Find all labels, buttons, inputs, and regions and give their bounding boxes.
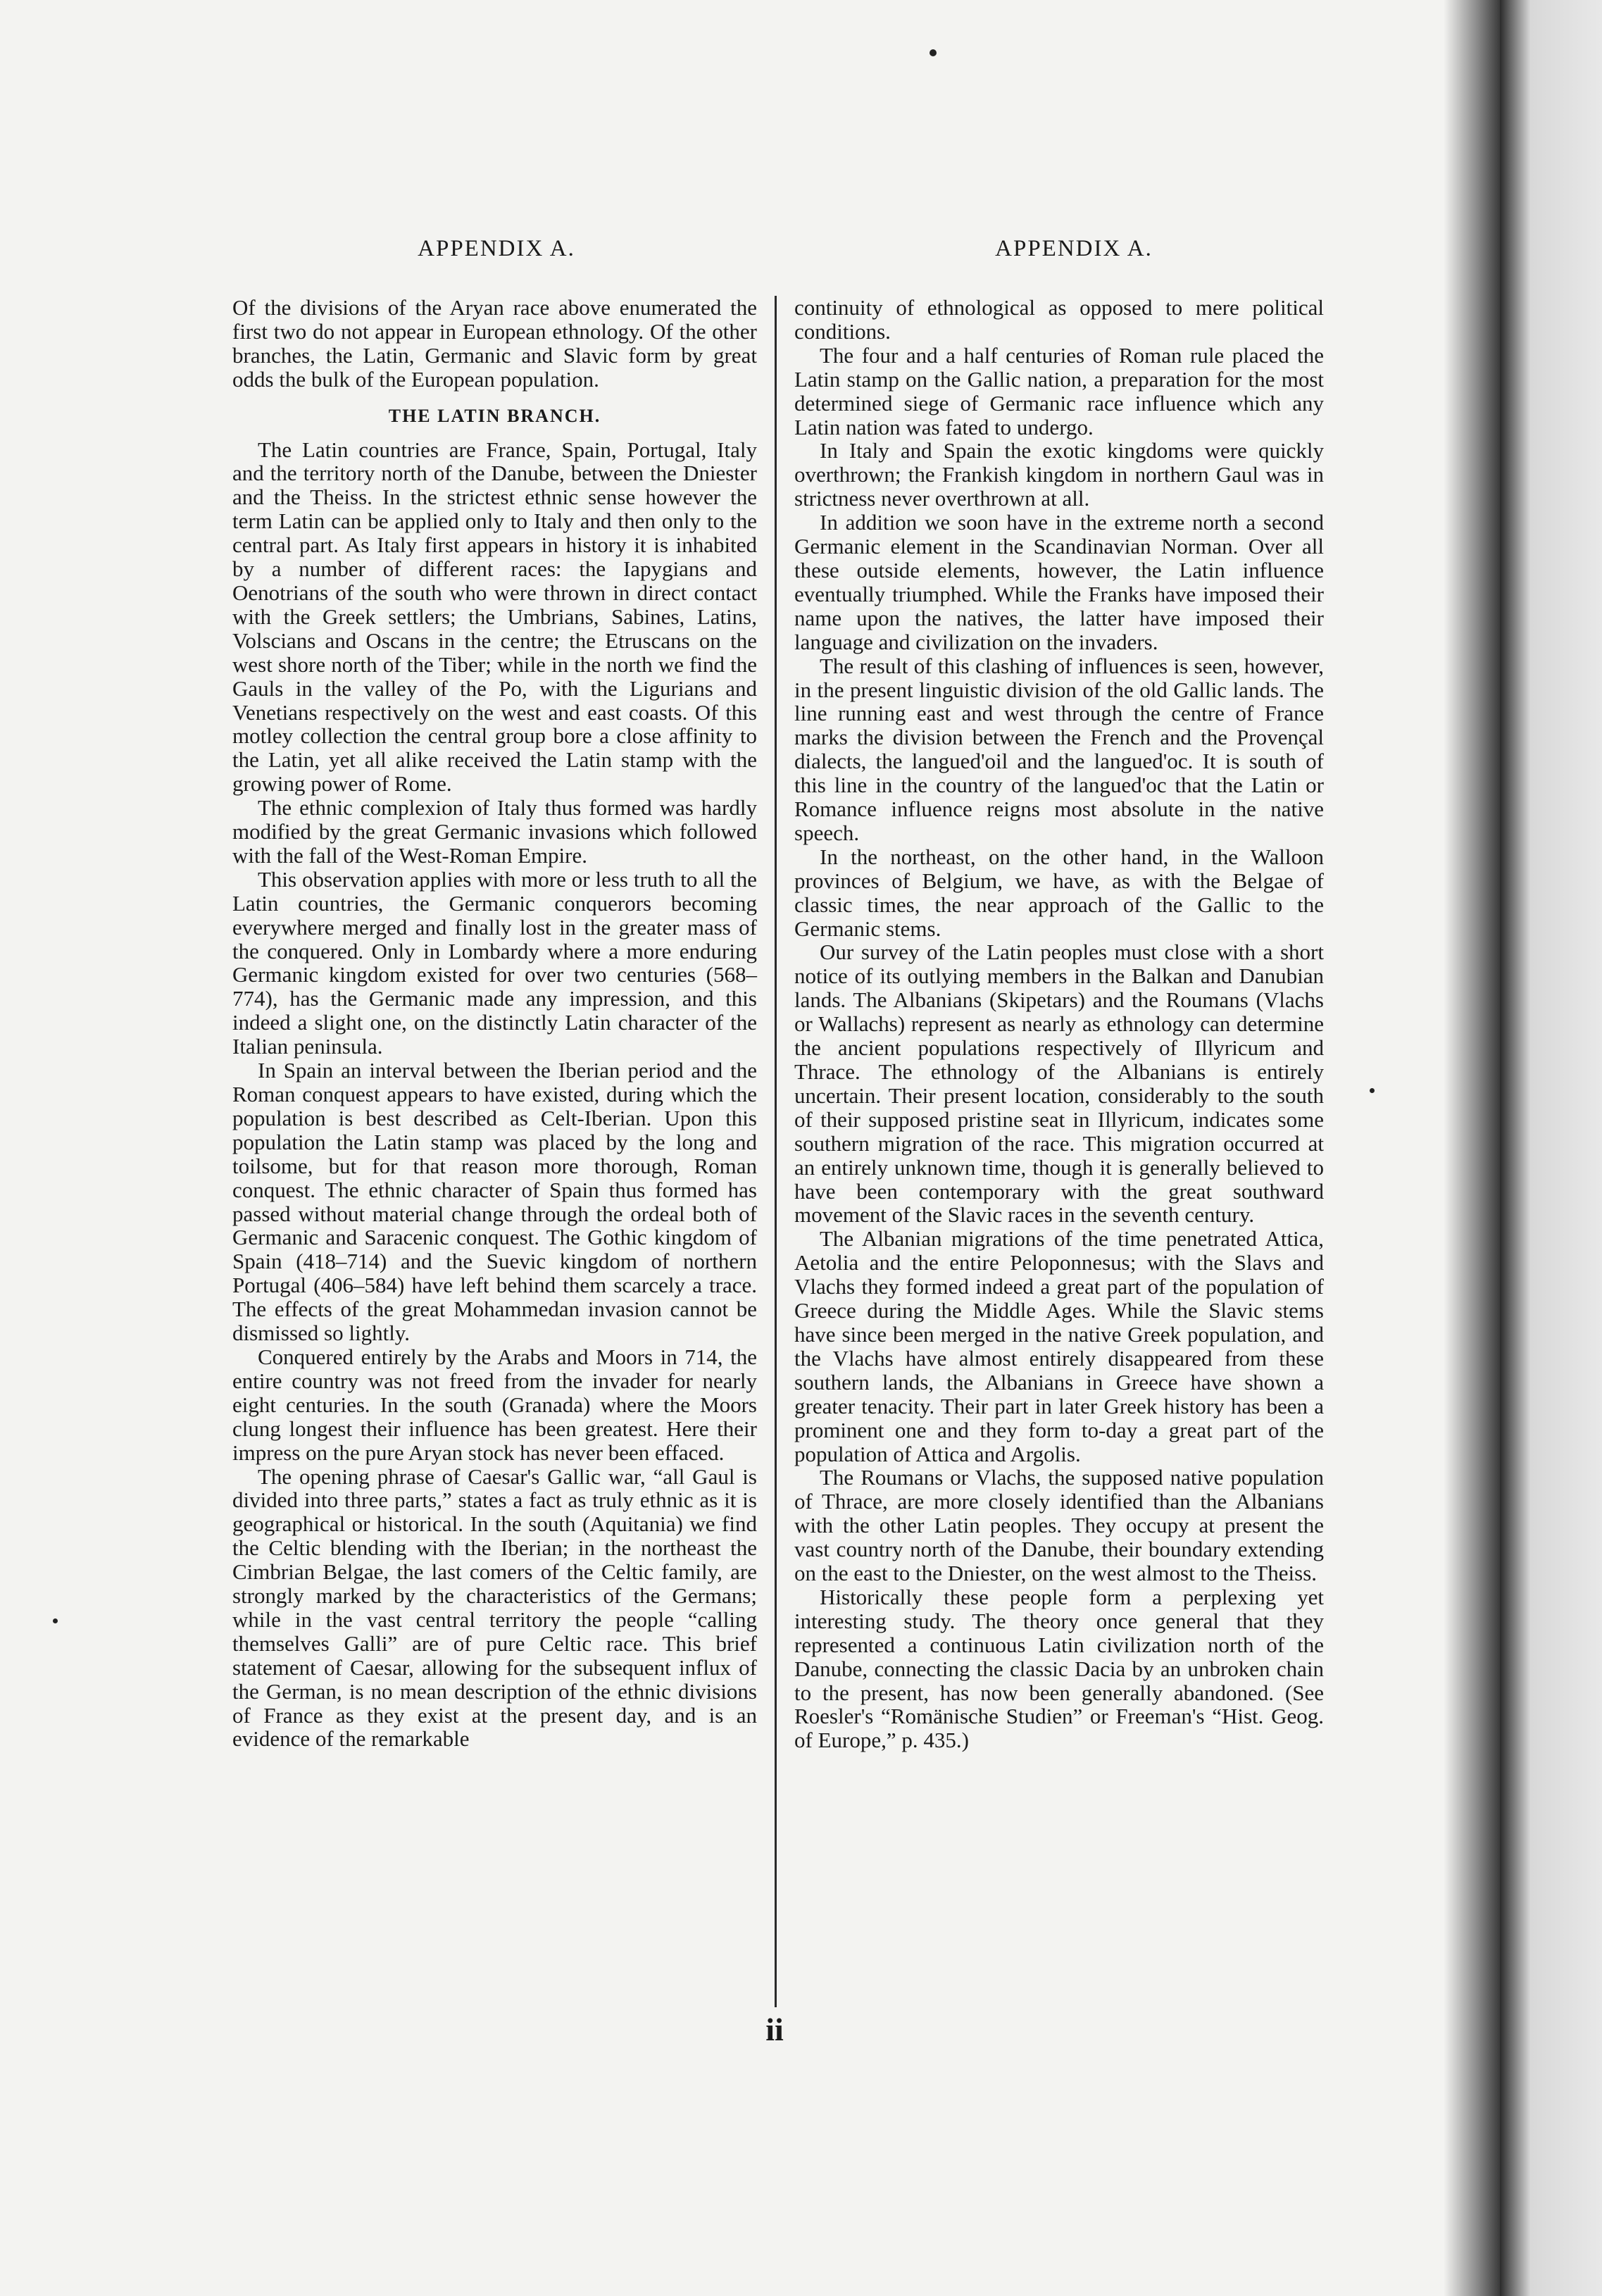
paragraph: Conquered entirely by the Arabs and Moors in 714, the entire country was not freed from the invader for nearly eight centuries. In the south (Granada) where the Moors clung longest their influence has been greatest. Here their impress on the pure Aryan stock has never been effaced.: [232, 1344, 757, 1465]
right-column: [794, 296, 1324, 1752]
paragraph: Of the divisions of the Aryan race above enumerated the first two do not appear in European ethnology. Of the other branches, the Latin, Germanic and Slavic form by great odds the bulk of the European population.: [232, 295, 757, 392]
scan-speck: [930, 49, 937, 56]
scan-speck: [53, 1618, 58, 1623]
paragraph: In Italy and Spain the exotic kingdoms were quickly overthrown; the Frankish kingdom in northern Gaul was in strictness never overthrown at all.: [794, 438, 1324, 511]
paragraph: The Albanian migrations of the time penetrated Attica, Aetolia and the entire Peloponnesus; with the Slavs and Vlachs they formed indeed a great part of the population of Greece during the Middle Ages. While the Slavic stems have since been merged in the native Greek population, and the Vlachs have almost entirely disappeared from these southern lands, the Albanians in Greece have shown a greater tenacity. Their part in later Greek history has been a prominent one and they form to-day a great part of the population of Attica and Argolis.: [794, 1226, 1324, 1466]
paragraph: Historically these people form a perplexing yet interesting study. The theory once general that they represented a continuous Latin civilization north of the Danube, connecting the classic Dacia by an unbroken chain to the present, has now been generally abandoned. (See Roesler's “Romänische Studien” or Freeman's “Hist. Geog. of Europe,” p. 435.): [794, 1584, 1324, 1753]
scan-speck: [1370, 1088, 1375, 1093]
paragraph: Our survey of the Latin peoples must close with a short notice of its outlying members in the Balkan and Danubian lands. The Albanians (Skipetars) and the Roumans (Vlachs or Wallachs) represent as nearly as ethnology can determine the ancient populations respectively of Illyricum and Thrace. The ethnology of the Albanians is entirely uncertain. Their present location, considerably to the south of their supposed pristine seat in Illyricum, indicates some southern migration of the race. This migration occurred at an entirely unknown time, though it is generally believed to have been contemporary with the great southward movement of the Slavic races in the seventh century.: [794, 940, 1324, 1228]
left-column: [232, 296, 757, 1751]
paragraph: The opening phrase of Caesar's Gallic war, “all Gaul is divided into three parts,” states a fact as truly ethnic as it is geographical or historical. In the south (Aquitania) we find the Celtic blending with the Iberian; in the northeast the Cimbrian Belgae, the last comers of the Celtic family, are strongly marked by the characteristics of the Germans; while in the vast central territory the people “calling themselves Galli” are of pure Celtic race. This brief statement of Caesar, allowing for the subsequent influx of the German, is no mean description of the ethnic divisions of France as they exist at the present day, and is an evidence of the remarkable: [232, 1464, 757, 1752]
paragraph: The four and a half centuries of Roman rule placed the Latin stamp on the Gallic nation, a preparation for the most determined siege of Germanic race influence which any Latin nation was fated to undergo.: [794, 342, 1324, 439]
paragraph: In the northeast, on the other hand, in the Walloon provinces of Belgium, we have, as with the Belgae of classic times, the near approach of the Gallic to the Germanic stems.: [794, 844, 1324, 941]
adjacent-page-edge: [1500, 0, 1602, 2296]
running-header-right: APPENDIX A.: [995, 236, 1153, 261]
running-header-left: APPENDIX A.: [418, 236, 575, 261]
column-divider: [775, 296, 777, 2007]
paragraph: This observation applies with more or less truth to all the Latin countries, the Germanic conquerors becoming everywhere merged and finally lost in the greater mass of the conquered. Only in Lombardy where a more enduring Germanic kingdom existed for over two centuries (568–774), has the Germanic made any impression, and this indeed a slight one, on the distinctly Latin character of the Italian peninsula.: [232, 866, 757, 1059]
paragraph: In Spain an interval between the Iberian period and the Roman conquest appears to have existed, during which the population is best described as Celt-Iberian. Upon this population the Latin stamp was placed by the long and toilsome, but for that reason more thorough, Roman conquest. The ethnic character of Spain thus formed has passed without material change through the ordeal both of Germanic and Saracenic conquest. The Gothic kingdom of Spain (418–714) and the Suevic kingdom of northern Portugal (406–584) have left behind them scarcely a trace. The effects of the great Mohammedan invasion cannot be dismissed so lightly.: [232, 1058, 757, 1346]
paragraph: continuity of ethnological as opposed to mere political conditions.: [794, 295, 1324, 344]
paragraph: The Latin countries are France, Spain, Portugal, Italy and the territory north of the Danube, between the Dniester and the Theiss. In the strictest ethnic sense however the term Latin can be applied only to Italy and then only to the central part. As Italy first appears in history it is inhabited by a number of different races: the Iapygians and Oenotrians of the south who were thrown in direct contact with the Greek settlers; the Umbrians, Sabines, Latins, Volscians and Oscans in the centre; the Etruscans on the west shore north of the Tiber; while in the north we find the Gauls in the valley of the Po, with the Ligurians and Venetians respectively on the west and east coasts. Of this motley collection the central group bore a close affinity to the Latin, yet all alike received the Latin stamp with the growing power of Rome.: [232, 437, 757, 797]
page-edge-shadow: [1444, 0, 1500, 2296]
paragraph: The result of this clashing of influences is seen, however, in the present linguistic division of the old Gallic lands. The line running east and west through the centre of France marks the division between the French and the Provençal dialects, the langued'oil and the langued'oc. It is south of this line in the country of the langued'oc that the Latin or Romance influence reigns most absolute in the native speech.: [794, 653, 1324, 845]
paragraph: The Roumans or Vlachs, the supposed native population of Thrace, are more closely identified than the Albanians with the other Latin peoples. They occupy at present the vast country north of the Danube, their boundary extending on the east to the Dniester, on the west almost to the Theiss.: [794, 1465, 1324, 1586]
paragraph: The ethnic complexion of Italy thus formed was hardly modified by the great Germanic invasions which followed with the fall of the West-Roman Empire.: [232, 795, 757, 868]
section-title: THE LATIN BRANCH.: [388, 405, 601, 426]
page-number: ii: [765, 2011, 784, 2047]
paragraph: In addition we soon have in the extreme north a second Germanic element in the Scandinavian Norman. Over all these outside elements, however, the Latin influence eventually triumphed. While the Franks have imposed their name upon the natives, the latter have imposed their language and civilization on the invaders.: [794, 510, 1324, 654]
